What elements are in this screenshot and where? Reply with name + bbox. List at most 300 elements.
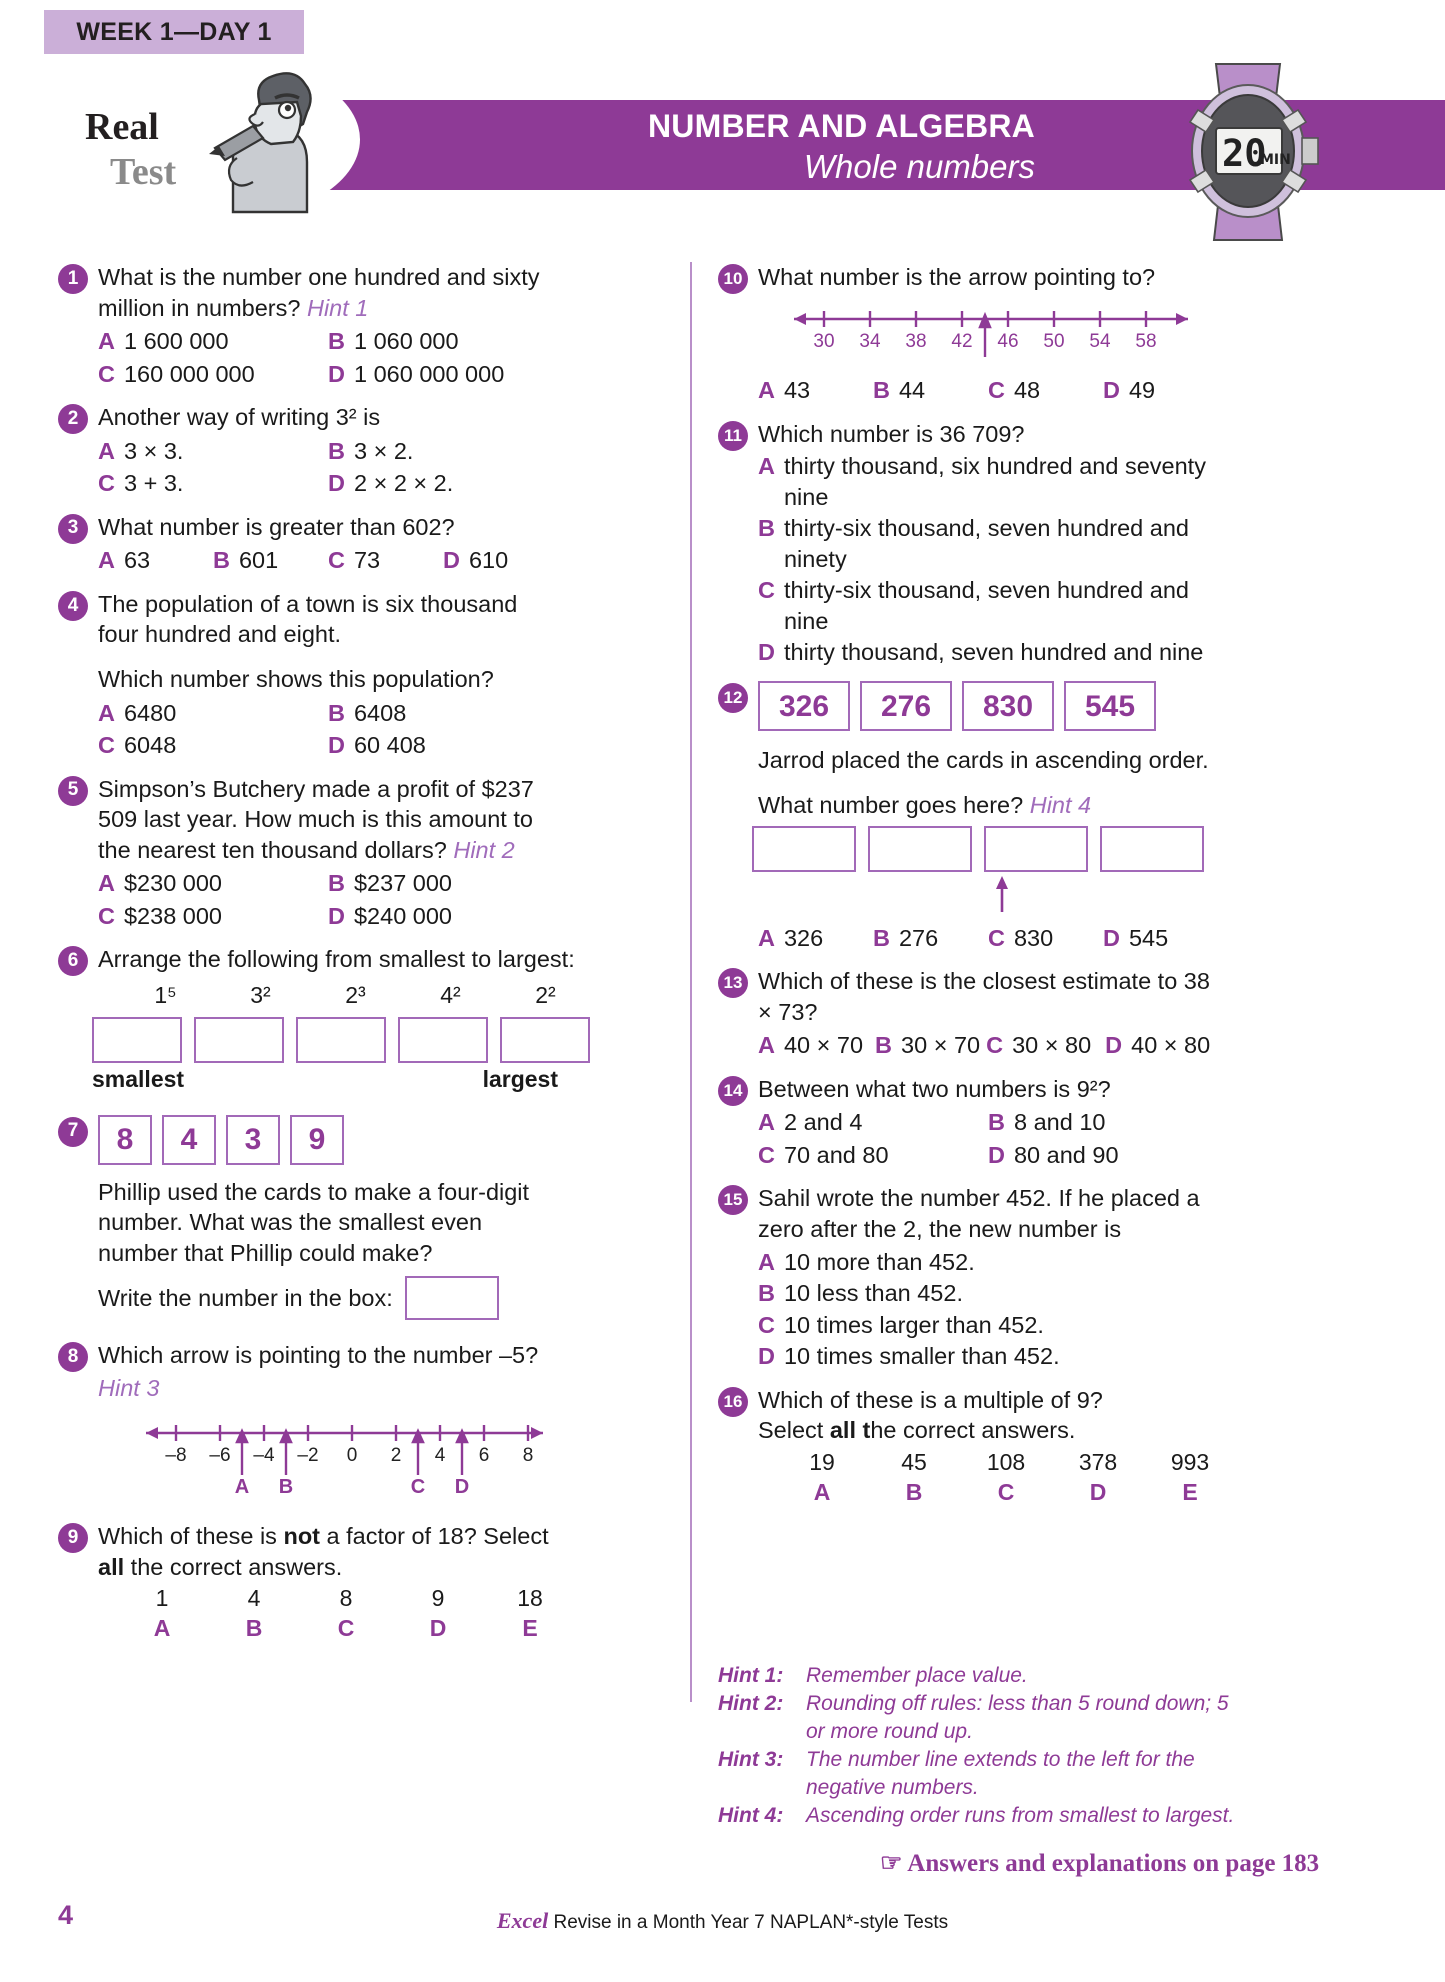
option-letter: C bbox=[98, 902, 115, 929]
pointer-arrow-icon bbox=[758, 874, 1218, 914]
left-question-column bbox=[58, 262, 575, 1656]
option-d[interactable] bbox=[1103, 375, 1218, 406]
option-letter: A bbox=[758, 924, 775, 951]
option-a[interactable] bbox=[758, 1030, 863, 1061]
option-letter: B bbox=[213, 547, 230, 574]
question-13 bbox=[718, 966, 1218, 1062]
option-letter: A bbox=[98, 328, 115, 355]
option-a[interactable] bbox=[758, 1107, 988, 1138]
option-c[interactable] bbox=[758, 575, 1218, 636]
question-text: The population of a town is six thousand four hundred and eight. bbox=[98, 590, 518, 648]
option-b[interactable] bbox=[873, 375, 988, 406]
timer-watch-icon bbox=[1160, 58, 1335, 243]
question-15 bbox=[718, 1183, 1218, 1372]
option-letter: C bbox=[758, 1141, 775, 1168]
answer-box-4[interactable] bbox=[1100, 826, 1204, 872]
svg-text:54: 54 bbox=[1089, 330, 1111, 352]
option-c[interactable] bbox=[328, 545, 443, 576]
option-text: 3 + 3. bbox=[123, 470, 184, 497]
option-letter: C bbox=[328, 547, 345, 574]
hint-label: Hint 4: bbox=[718, 1803, 784, 1827]
option-text: 40 × 80 bbox=[1131, 1032, 1211, 1059]
option-c[interactable] bbox=[988, 375, 1103, 406]
option-text: 3 × 2. bbox=[353, 437, 414, 464]
option-letter: D bbox=[328, 360, 345, 387]
option-d[interactable] bbox=[328, 730, 558, 761]
hint-text: Ascending order runs from smallest to largest. bbox=[806, 1803, 1235, 1827]
value-2: 4 bbox=[247, 1585, 261, 1612]
option-text: 10 more than 452. bbox=[783, 1248, 975, 1275]
option-text: thirty-six thousand, seven hundred and ninety bbox=[783, 515, 1189, 572]
option-text: 48 bbox=[1013, 377, 1041, 404]
letter-b[interactable]: B bbox=[905, 1478, 923, 1505]
multiselect-letters bbox=[776, 1478, 1236, 1508]
hint-4 bbox=[718, 1802, 1238, 1830]
real-test-label-line1: Real bbox=[85, 106, 159, 148]
question-16 bbox=[718, 1385, 1218, 1508]
svg-text:8: 8 bbox=[522, 1445, 534, 1467]
imprint-text: Revise in a Month Year 7 NAPLAN*-style Tests bbox=[553, 1912, 949, 1933]
option-letter: B bbox=[328, 437, 345, 464]
term-1: 1⁵ bbox=[154, 981, 177, 1008]
option-text: 3 × 3. bbox=[123, 437, 184, 464]
option-letter: B bbox=[328, 699, 345, 726]
digit-card[interactable]: 4 bbox=[162, 1115, 216, 1165]
options-list bbox=[758, 922, 1218, 955]
value-4: 378 bbox=[1078, 1448, 1118, 1475]
option-a[interactable] bbox=[98, 326, 328, 357]
option-b[interactable] bbox=[758, 1278, 1218, 1309]
number-card[interactable]: 830 bbox=[962, 681, 1054, 731]
option-text: 8 and 10 bbox=[1013, 1109, 1106, 1136]
letter-d[interactable]: D bbox=[1089, 1478, 1107, 1505]
option-a[interactable] bbox=[758, 923, 873, 954]
option-text: 44 bbox=[898, 377, 926, 404]
question-text: Which of these is not a factor of 18? Select all the correct answers. bbox=[98, 1523, 549, 1580]
expression-term-row bbox=[118, 981, 593, 1011]
svg-text:4: 4 bbox=[434, 1445, 446, 1467]
options-list bbox=[758, 1247, 1218, 1372]
question-number: 14 bbox=[718, 1076, 748, 1106]
hint-2 bbox=[718, 1690, 1238, 1746]
question-number: 16 bbox=[718, 1387, 748, 1417]
question-number: 6 bbox=[58, 946, 88, 976]
question-5 bbox=[58, 774, 558, 933]
option-text: 30 × 80 bbox=[1012, 1032, 1092, 1059]
answer-box-2[interactable] bbox=[868, 826, 972, 872]
hint-reference: Hint 4 bbox=[1029, 791, 1092, 818]
hint-label: Hint 2: bbox=[718, 1691, 784, 1715]
option-b[interactable] bbox=[873, 923, 988, 954]
question-text: Jarrod placed the cards in ascending order. bbox=[758, 747, 1209, 774]
option-letter: D bbox=[1103, 377, 1120, 404]
footer-imprint bbox=[0, 1908, 1445, 1934]
letter-c[interactable]: C bbox=[337, 1614, 355, 1641]
question-11 bbox=[718, 419, 1218, 669]
answer-box-row bbox=[752, 826, 1218, 872]
term-3: 2³ bbox=[345, 981, 366, 1008]
svg-text:38: 38 bbox=[905, 330, 927, 352]
option-b[interactable] bbox=[213, 545, 328, 576]
order-labels bbox=[92, 1065, 558, 1095]
question-number: 1 bbox=[58, 264, 88, 294]
write-answer-box[interactable] bbox=[405, 1276, 499, 1320]
options-list bbox=[98, 697, 558, 762]
option-c[interactable] bbox=[986, 1030, 1091, 1061]
digit-card-row bbox=[98, 1115, 558, 1165]
number-line-q10 bbox=[758, 299, 1218, 361]
option-letter: C bbox=[986, 1032, 1004, 1059]
question-text: Which number is 36 709? bbox=[758, 420, 1025, 447]
letter-d[interactable]: D bbox=[429, 1614, 447, 1641]
week-day-tab bbox=[44, 10, 304, 54]
question-14 bbox=[718, 1074, 1218, 1172]
option-letter: D bbox=[758, 1343, 775, 1370]
hint-1 bbox=[718, 1662, 1238, 1690]
question-number: 12 bbox=[718, 683, 748, 713]
letter-e[interactable]: E bbox=[1182, 1478, 1198, 1505]
option-text: 545 bbox=[1128, 924, 1169, 951]
term-5: 2² bbox=[535, 981, 556, 1008]
write-answer-label: Write the number in the box: bbox=[98, 1285, 393, 1312]
options-list bbox=[758, 1106, 1218, 1171]
question-subtext: Which number shows this population? bbox=[98, 666, 494, 693]
option-letter: A bbox=[98, 437, 115, 464]
arrow-label-b: B bbox=[278, 1476, 294, 1496]
option-text: 40 × 70 bbox=[783, 1032, 864, 1059]
question-text: Phillip used the cards to make a four-digit number. What was the smallest even number that Phillip could make? bbox=[98, 1178, 530, 1266]
svg-text:42: 42 bbox=[951, 330, 973, 352]
question-text: Which of these is the closest estimate to 38 × 73? bbox=[758, 968, 1210, 1025]
option-letter: D bbox=[1105, 1032, 1123, 1059]
option-c[interactable] bbox=[98, 468, 328, 499]
options-list bbox=[98, 867, 558, 932]
question-9 bbox=[58, 1521, 558, 1644]
hint-label: Hint 3: bbox=[718, 1747, 784, 1771]
value-3: 8 bbox=[339, 1585, 353, 1612]
option-b[interactable] bbox=[328, 868, 558, 899]
option-letter: A bbox=[758, 453, 775, 480]
option-letter: A bbox=[758, 1032, 775, 1059]
value-1: 1 bbox=[155, 1585, 169, 1612]
option-letter: A bbox=[758, 1248, 775, 1275]
option-c[interactable] bbox=[98, 901, 328, 932]
option-text: thirty thousand, seven hundred and nine bbox=[783, 639, 1204, 666]
option-letter: D bbox=[328, 902, 345, 929]
hint-text: Rounding off rules: less than 5 round down; 5 or more round up. bbox=[806, 1691, 1229, 1743]
topic-subtitle: Whole numbers bbox=[803, 148, 1035, 185]
svg-text:50: 50 bbox=[1043, 330, 1065, 352]
answer-box-1[interactable] bbox=[752, 826, 856, 872]
question-number: 2 bbox=[58, 404, 88, 434]
svg-text:–4: –4 bbox=[253, 1445, 275, 1467]
option-text: 6408 bbox=[353, 699, 407, 726]
answer-box-3[interactable] bbox=[296, 1017, 386, 1063]
arrow-label-c: C bbox=[410, 1476, 426, 1496]
number-card[interactable]: 545 bbox=[1064, 681, 1156, 731]
arrow-label-a: A bbox=[234, 1476, 250, 1496]
option-letter: D bbox=[1103, 924, 1120, 951]
question-3 bbox=[58, 512, 558, 577]
question-text: What is the number one hundred and sixty million in numbers? Hint 1 bbox=[98, 264, 540, 321]
question-text: What number is greater than 602? bbox=[98, 513, 455, 540]
option-letter: C bbox=[988, 377, 1005, 404]
question-number: 10 bbox=[718, 264, 748, 294]
multiselect-values bbox=[116, 1584, 576, 1614]
option-text: 73 bbox=[353, 547, 381, 574]
letter-a[interactable]: A bbox=[153, 1614, 171, 1641]
option-text: 610 bbox=[468, 547, 509, 574]
option-letter: B bbox=[873, 377, 890, 404]
option-text: 1 060 000 bbox=[353, 328, 459, 355]
option-letter: B bbox=[988, 1109, 1005, 1136]
column-divider bbox=[690, 262, 692, 1702]
hint-reference: Hint 3 bbox=[98, 1374, 160, 1401]
answers-note bbox=[880, 1848, 1319, 1878]
option-letter: A bbox=[758, 1109, 775, 1136]
option-a[interactable] bbox=[98, 698, 328, 729]
option-text: $237 000 bbox=[353, 870, 453, 897]
question-number: 15 bbox=[718, 1185, 748, 1215]
option-text: 830 bbox=[1013, 924, 1054, 951]
hint-label: Hint 1: bbox=[718, 1664, 784, 1687]
timer-unit-text: MIN bbox=[1260, 152, 1291, 168]
question-text: Another way of writing 3² is bbox=[98, 404, 381, 431]
option-letter: C bbox=[98, 732, 115, 759]
option-d[interactable] bbox=[758, 637, 1218, 668]
option-text: 60 408 bbox=[353, 732, 426, 759]
question-number: 13 bbox=[718, 968, 748, 998]
largest-label: largest bbox=[482, 1065, 558, 1092]
digit-card[interactable]: 8 bbox=[98, 1115, 152, 1165]
option-b[interactable] bbox=[328, 698, 558, 729]
options-list bbox=[98, 325, 558, 390]
option-a[interactable] bbox=[98, 436, 328, 467]
question-subtext: What number goes here? Hint 4 bbox=[758, 791, 1092, 818]
question-1 bbox=[58, 262, 558, 390]
option-letter: D bbox=[328, 732, 345, 759]
svg-text:–8: –8 bbox=[165, 1445, 187, 1467]
multiselect-values bbox=[776, 1448, 1236, 1478]
timer-value-text: 20 bbox=[1222, 132, 1267, 175]
option-letter: A bbox=[98, 547, 115, 574]
option-a[interactable] bbox=[758, 375, 873, 406]
option-d[interactable] bbox=[1103, 923, 1218, 954]
question-text: Between what two numbers is 9²? bbox=[758, 1075, 1111, 1102]
option-text: 63 bbox=[123, 547, 151, 574]
number-card[interactable]: 326 bbox=[758, 681, 850, 731]
hint-reference: Hint 1 bbox=[306, 294, 369, 321]
option-text: 601 bbox=[238, 547, 279, 574]
option-letter: D bbox=[328, 470, 345, 497]
option-letter: B bbox=[758, 515, 775, 542]
option-text: 6048 bbox=[123, 732, 177, 759]
question-12 bbox=[718, 681, 1218, 954]
svg-text:58: 58 bbox=[1135, 330, 1157, 352]
write-answer-row bbox=[98, 1276, 558, 1320]
question-4 bbox=[58, 589, 558, 762]
number-card-row bbox=[758, 681, 1218, 731]
option-letter: B bbox=[873, 924, 890, 951]
digit-card[interactable]: 9 bbox=[290, 1115, 344, 1165]
options-list bbox=[758, 1029, 1218, 1062]
option-c[interactable] bbox=[758, 1310, 1218, 1341]
question-text: Simpson’s Butchery made a profit of $237 509 last year. How much is this amount to the nearest ten thousand dollars? Hint 2 bbox=[98, 775, 534, 863]
hint-3 bbox=[718, 1746, 1238, 1802]
question-number: 4 bbox=[58, 591, 88, 621]
option-text: 70 and 80 bbox=[783, 1141, 889, 1168]
option-c[interactable] bbox=[98, 730, 328, 761]
option-b[interactable] bbox=[875, 1030, 980, 1061]
value-5: 993 bbox=[1170, 1448, 1210, 1475]
option-letter: C bbox=[98, 360, 115, 387]
option-text: 160 000 000 bbox=[123, 360, 255, 387]
hint-reference: Hint 2 bbox=[453, 836, 515, 863]
answer-box-3[interactable] bbox=[984, 826, 1088, 872]
term-4: 4² bbox=[440, 981, 461, 1008]
question-7 bbox=[58, 1115, 558, 1329]
option-text: 2 × 2 × 2. bbox=[353, 470, 454, 497]
options-list bbox=[98, 544, 558, 577]
value-5: 18 bbox=[517, 1585, 543, 1612]
question-text: Sahil wrote the number 452. If he placed a zero after the 2, the new number is bbox=[758, 1185, 1200, 1243]
option-d[interactable] bbox=[1105, 1030, 1210, 1061]
option-text: 2 and 4 bbox=[783, 1109, 863, 1136]
question-number: 8 bbox=[58, 1342, 88, 1372]
letter-a[interactable]: A bbox=[813, 1478, 831, 1505]
option-d[interactable] bbox=[328, 359, 558, 390]
option-letter: D bbox=[988, 1141, 1005, 1168]
option-a[interactable] bbox=[758, 1247, 1218, 1278]
option-letter: C bbox=[758, 577, 775, 604]
option-d[interactable] bbox=[443, 545, 558, 576]
value-4: 9 bbox=[431, 1585, 445, 1612]
svg-text:46: 46 bbox=[997, 330, 1019, 352]
question-number: 5 bbox=[58, 776, 88, 806]
option-letter: B bbox=[758, 1280, 775, 1307]
option-text: 1 600 000 bbox=[123, 328, 229, 355]
week-day-label: WEEK 1—DAY 1 bbox=[76, 17, 272, 46]
hint-text: The number line extends to the left for the negative numbers. bbox=[806, 1747, 1195, 1799]
svg-text:–6: –6 bbox=[209, 1445, 231, 1467]
digit-card[interactable]: 3 bbox=[226, 1115, 280, 1165]
option-text: 6480 bbox=[123, 699, 177, 726]
term-2: 3² bbox=[250, 981, 271, 1008]
question-6 bbox=[58, 944, 575, 1102]
question-2 bbox=[58, 402, 558, 500]
value-1: 19 bbox=[809, 1448, 835, 1475]
option-a[interactable] bbox=[758, 451, 1218, 512]
answer-box-row bbox=[92, 1017, 593, 1063]
smallest-label: smallest bbox=[92, 1065, 185, 1092]
option-d[interactable] bbox=[328, 468, 558, 499]
svg-text:0: 0 bbox=[346, 1445, 358, 1467]
svg-text:30: 30 bbox=[813, 330, 835, 352]
svg-text:34: 34 bbox=[859, 330, 881, 352]
option-b[interactable] bbox=[988, 1107, 1218, 1138]
letter-e[interactable]: E bbox=[522, 1614, 538, 1641]
option-b[interactable] bbox=[328, 436, 558, 467]
option-d[interactable] bbox=[328, 901, 558, 932]
option-a[interactable] bbox=[98, 545, 213, 576]
question-number: 7 bbox=[58, 1117, 88, 1147]
option-letter: C bbox=[98, 470, 115, 497]
value-3: 108 bbox=[986, 1448, 1026, 1475]
strand-title: NUMBER AND ALGEBRA bbox=[648, 108, 1035, 144]
option-c[interactable] bbox=[758, 1140, 988, 1171]
option-text: $240 000 bbox=[353, 902, 453, 929]
letter-b[interactable]: B bbox=[245, 1614, 263, 1641]
option-a[interactable] bbox=[98, 868, 328, 899]
letter-c[interactable]: C bbox=[997, 1478, 1015, 1505]
option-text: thirty-six thousand, seven hundred and nine bbox=[783, 577, 1189, 634]
answer-box-4[interactable] bbox=[398, 1017, 488, 1063]
option-text: 80 and 90 bbox=[1013, 1141, 1119, 1168]
pointing-hand-icon: ☞ bbox=[880, 1850, 903, 1877]
option-text: $238 000 bbox=[123, 902, 223, 929]
question-10 bbox=[718, 262, 1218, 407]
option-letter: C bbox=[758, 1311, 775, 1338]
brand-name: Excel bbox=[496, 1908, 549, 1933]
option-text: 326 bbox=[783, 924, 824, 951]
value-2: 45 bbox=[901, 1448, 927, 1475]
question-text: Which arrow is pointing to the number –5? bbox=[98, 1342, 539, 1369]
option-text: 276 bbox=[898, 924, 939, 951]
options-list bbox=[98, 435, 558, 500]
option-b[interactable] bbox=[758, 513, 1218, 574]
number-card[interactable]: 276 bbox=[860, 681, 952, 731]
answers-note-text: Answers and explanations on page 183 bbox=[907, 1850, 1320, 1877]
option-text: 43 bbox=[783, 377, 811, 404]
answer-box-2[interactable] bbox=[194, 1017, 284, 1063]
option-text: 10 times smaller than 452. bbox=[783, 1343, 1060, 1370]
answer-box-5[interactable] bbox=[500, 1017, 590, 1063]
question-number: 11 bbox=[718, 421, 748, 451]
hints-panel bbox=[718, 1662, 1238, 1830]
question-8 bbox=[58, 1340, 558, 1509]
option-letter: B bbox=[875, 1032, 893, 1059]
multiselect-letters bbox=[116, 1614, 576, 1644]
answer-box-1[interactable] bbox=[92, 1017, 182, 1063]
arrow-label-d: D bbox=[454, 1476, 470, 1496]
option-b[interactable] bbox=[328, 326, 558, 357]
option-d[interactable] bbox=[758, 1341, 1218, 1372]
hint-text: Remember place value. bbox=[806, 1664, 1028, 1687]
question-number: 9 bbox=[58, 1523, 88, 1553]
svg-text:–2: –2 bbox=[297, 1445, 319, 1467]
option-letter: A bbox=[98, 699, 115, 726]
option-text: $230 000 bbox=[123, 870, 223, 897]
real-test-label-line2: Test bbox=[110, 151, 177, 193]
option-letter: B bbox=[328, 870, 345, 897]
option-text: 49 bbox=[1128, 377, 1156, 404]
options-list bbox=[758, 374, 1218, 407]
option-letter: D bbox=[758, 639, 775, 666]
option-text: thirty thousand, six hundred and seventy nine bbox=[783, 453, 1206, 510]
options-list bbox=[758, 451, 1218, 668]
option-text: 1 060 000 000 bbox=[353, 360, 505, 387]
option-letter: C bbox=[988, 924, 1005, 951]
option-c[interactable] bbox=[988, 923, 1103, 954]
question-text: Which of these is a multiple of 9? Select all the correct answers. bbox=[758, 1386, 1103, 1444]
option-c[interactable] bbox=[98, 359, 328, 390]
question-text: What number is the arrow pointing to? bbox=[758, 264, 1156, 290]
svg-text:2: 2 bbox=[390, 1445, 402, 1467]
question-text: Arrange the following from smallest to largest: bbox=[98, 946, 575, 973]
option-text: 30 × 70 bbox=[901, 1032, 981, 1059]
page-number: 4 bbox=[58, 1900, 74, 1930]
option-d[interactable] bbox=[988, 1140, 1218, 1171]
